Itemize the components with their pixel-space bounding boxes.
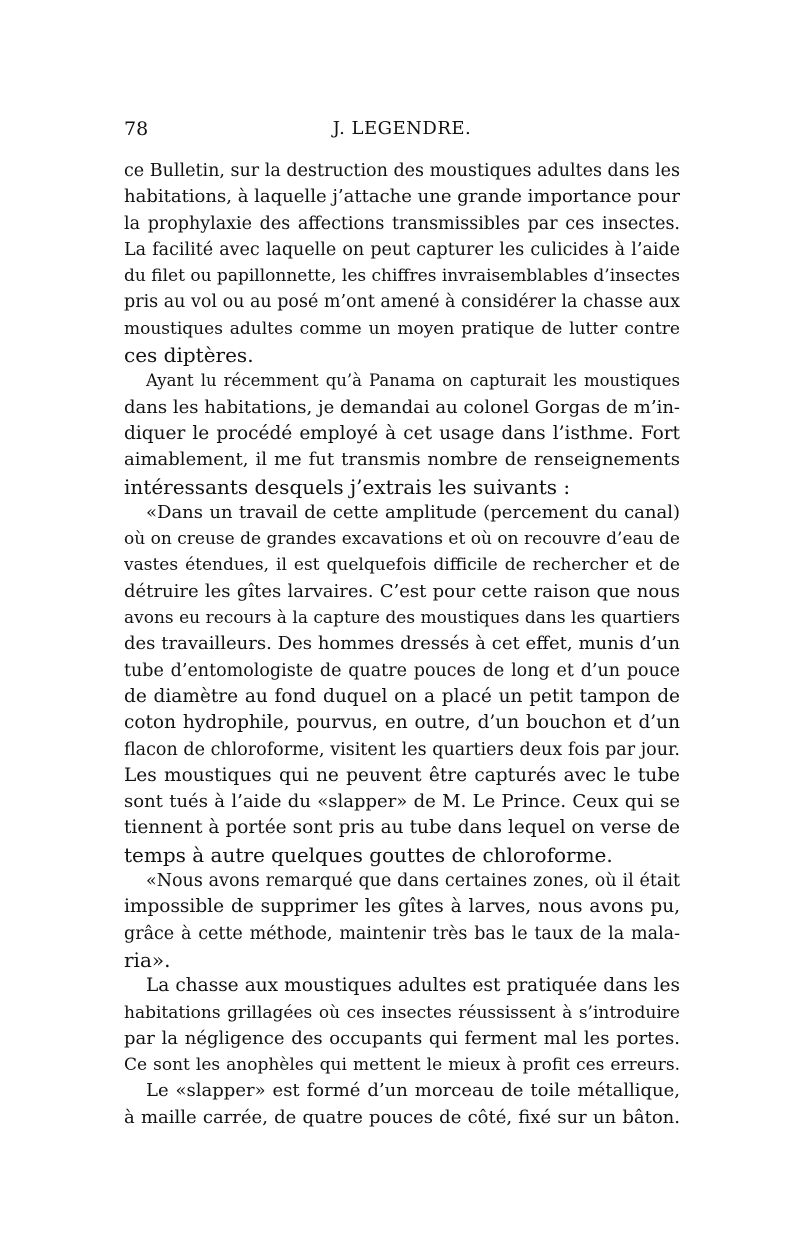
text-line: détruire les gîtes larvaires. C’est pour cette raison que nous [124,580,680,602]
text-line: tiennent à portée sont pris au tube dans lequel on verse de [124,817,680,839]
text-line: où on creuse de grandes excavations et où on recouvre d’eau de [124,529,680,550]
page-number: 78 [124,118,149,140]
text-line: dans les habitations, je demandai au colonel Gorgas de m’in- [124,396,680,418]
text-line: de diamètre au fond duquel on a placé un petit tampon de [124,685,680,707]
text-line: moustiques adultes comme un moyen pratique de lutter contre [124,318,680,339]
text-line: impossible de supprimer les gîtes à larves, nous avons pu, [124,896,680,918]
text-line: sont tués à l’aide du «slapper» de M. Le Prince. Ceux qui se [124,791,680,813]
text-line: Ce sont les anophèles qui mettent le mieux à profit ces erreurs. [124,1055,680,1076]
text-line: pris au vol ou au posé m’ont amené à considérer la chasse aux [124,292,680,313]
text-line: Le «slapper» est formé d’un morceau de toile métallique, [146,1080,680,1102]
text-line: ria». [124,947,171,972]
text-line: «Dans un travail de cette amplitude (percement du canal) [146,501,680,523]
text-line: Les moustiques qui ne peuvent être capturés avec le tube [124,764,680,786]
text-line: ces diptères. [124,343,254,368]
text-line: La facilité avec laquelle on peut capturer les culicides à l’aide [124,239,680,260]
text-line: la prophylaxie des affections transmissibles par ces insectes. [124,213,680,234]
body-text [124,158,680,1131]
text-line: ce Bulletin, sur la destruction des moustiques adultes dans les [124,161,680,181]
text-line: des travailleurs. Des hommes dressés à cet effet, munis d’un [124,633,680,655]
text-line: tube d’entomologiste de quatre pouces de long et d’un pouce [124,660,680,681]
text-line: grâce à cette méthode, maintenir très bas le taux de la mala- [124,923,680,944]
text-line: La chasse aux moustiques adultes est pratiquée dans les [146,975,680,997]
text-line: «Nous avons remarqué que dans certaines zones, où il était [146,871,680,892]
text-line: habitations grillagées où ces insectes réussissent à s’introduire [124,1002,680,1023]
text-line: aimablement, il me fut transmis nombre de renseignements [124,449,680,471]
text-line: flacon de chloroforme, visitent les quartiers deux fois par jour. [124,739,680,760]
text-line: à maille carrée, de quatre pouces de côté, fixé sur un bâton. [124,1106,680,1128]
text-line: intéressants desquels j’extrais les suivants : [124,474,571,499]
text-line: Ayant lu récemment qu’à Panama on capturait les moustiques [146,371,680,391]
text-line: habitations, à laquelle j’attache une grande importance pour [124,186,680,208]
text-line: du filet ou papillonnette, les chiffres invraisemblables d’insectes [124,266,680,287]
text-line: par la négligence des occupants qui ferment mal les portes. [124,1027,680,1049]
text-line: temps à autre quelques gouttes de chloroforme. [124,842,613,867]
running-title: J. LEGENDRE. [332,118,472,139]
text-line: vastes étendues, il est quelquefois difficile de rechercher et de [124,555,680,576]
page-header [124,118,680,148]
text-line: avons eu recours à la capture des moustiques dans les quartiers [124,608,680,629]
text-line: coton hydrophile, pourvus, en outre, d’un bouchon et d’un [124,712,680,734]
text-line: diquer le procédé employé à cet usage dans l’isthme. Fort [124,422,680,444]
